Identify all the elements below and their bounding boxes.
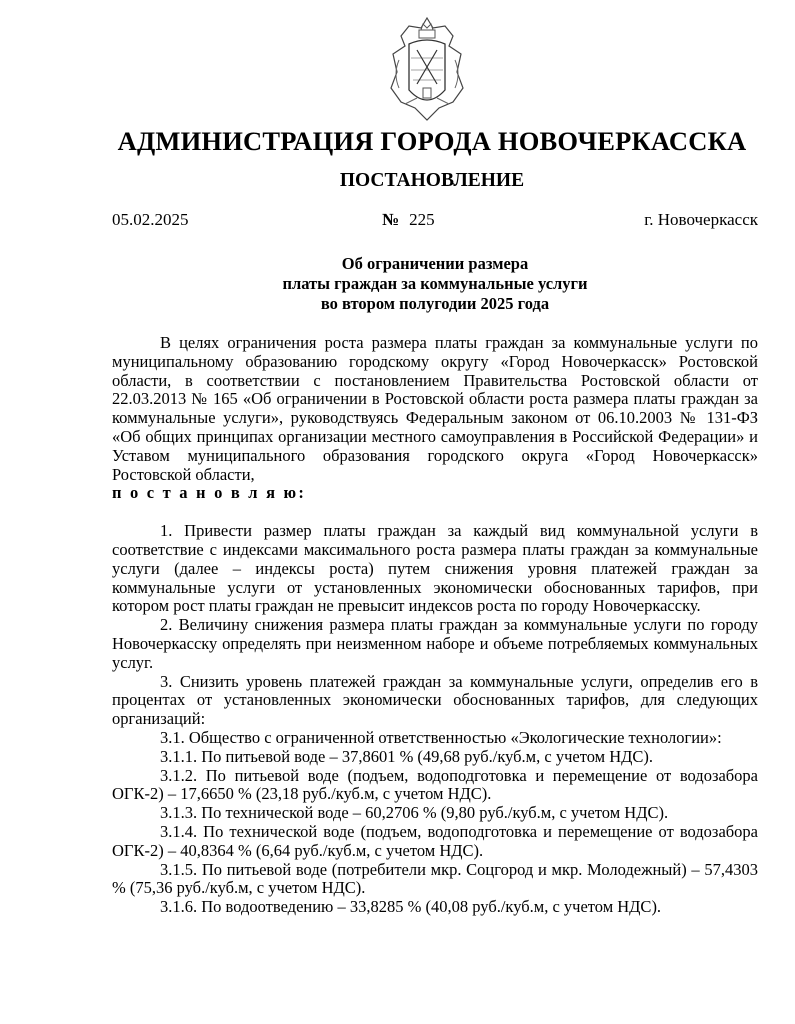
document-title (112, 254, 758, 314)
paragraph-2: 2. Величину снижения размера платы граждан за коммунальные услуги по городу Новочеркасску определять при неизменном наборе и объеме потребляемых коммунальных услуг. (112, 615, 758, 672)
number-sign: № (382, 210, 400, 229)
title-line: Об ограничении размера (341, 254, 529, 273)
paragraph-3-1-1: 3.1.1. По питьевой воде – 37,8601 % (49,68 руб./куб.м, с учетом НДС). (160, 746, 653, 766)
paragraph-3-1-5: 3.1.5. По питьевой воде (потребители мкр. Соцгород и мкр. Молодежный) – 57,4303 % (75,36 руб./куб.м, с учетом НДС). (112, 859, 758, 898)
number-value: 225 (409, 210, 435, 229)
resolve-word: п о с т а н о в л я ю: (112, 483, 307, 503)
document-city: г. Новочеркасск (644, 210, 758, 229)
paragraph-3: 3. Снизить уровень платежей граждан за коммунальные услуги, определив его в процентах от установленных экономически обоснованных тарифов, для следующих организаций: (112, 671, 758, 729)
document-type: ПОСТАНОВЛЕНИЕ (339, 170, 525, 191)
paragraph-1: 1. Привести размер платы граждан за каждый вид коммунальной услуги в соответствие с индексами максимального роста размера платы граждан за коммунальные услуги (далее – индексы роста) путем снижения уровня платежей граждан за коммунальные услуги от установленных экономически обоснованных тарифов, при котором рост платы граждан не превысит индексов роста по городу Новочеркасску. (112, 521, 758, 616)
city-coat-of-arms-icon (383, 14, 471, 124)
paragraph-3-1-4: 3.1.4. По технической воде (подъем, водоподготовка и перемещение от водозабора ОГК-2) – 40,8364 % (6,64 руб./куб.м, с учетом НДС). (112, 821, 758, 860)
title-line: платы граждан за коммунальные услуги (282, 274, 588, 293)
preamble: В целях ограничения роста размера платы граждан за коммунальные услуги по муниципальному образованию городскому округу «Город Новочеркасск» Ростовской области, в соответствии с постановлением Правительства Ростовской области от 22.03.2013 № 165 «Об ограничении в Ростовской области роста размера платы граждан за коммунальные услуги», руководствуясь Федеральным законом от 06.10.2003 № 131-ФЗ «Об общих принципах организации местного самоуправления в Российской Федерации» и Уставом муниципального образования городского округа «Город Новочеркасск» Ростовской области, (112, 333, 758, 484)
title-line: во втором полугодии 2025 года (320, 294, 550, 313)
document-date: 05.02.2025 (112, 210, 189, 229)
paragraph-3-1-6: 3.1.6. По водоотведению – 33,8285 % (40,08 руб./куб.м, с учетом НДС). (160, 897, 662, 917)
document-body (112, 334, 758, 917)
paragraph-3-1: 3.1. Общество с ограниченной ответственностью «Экологические технологии»: (160, 727, 722, 747)
organization-title: АДМИНИСТРАЦИЯ ГОРОДА НОВОЧЕРКАССКА (117, 126, 747, 156)
document-number (382, 210, 435, 230)
paragraph-3-1-3: 3.1.3. По технической воде – 60,2706 % (9,80 руб./куб.м, с учетом НДС). (160, 803, 669, 823)
paragraph-3-1-2: 3.1.2. По питьевой воде (подъем, водоподготовка и перемещение от водозабора ОГК-2) – 17,6650 % (23,18 руб./куб.м, с учетом НДС). (112, 765, 758, 804)
